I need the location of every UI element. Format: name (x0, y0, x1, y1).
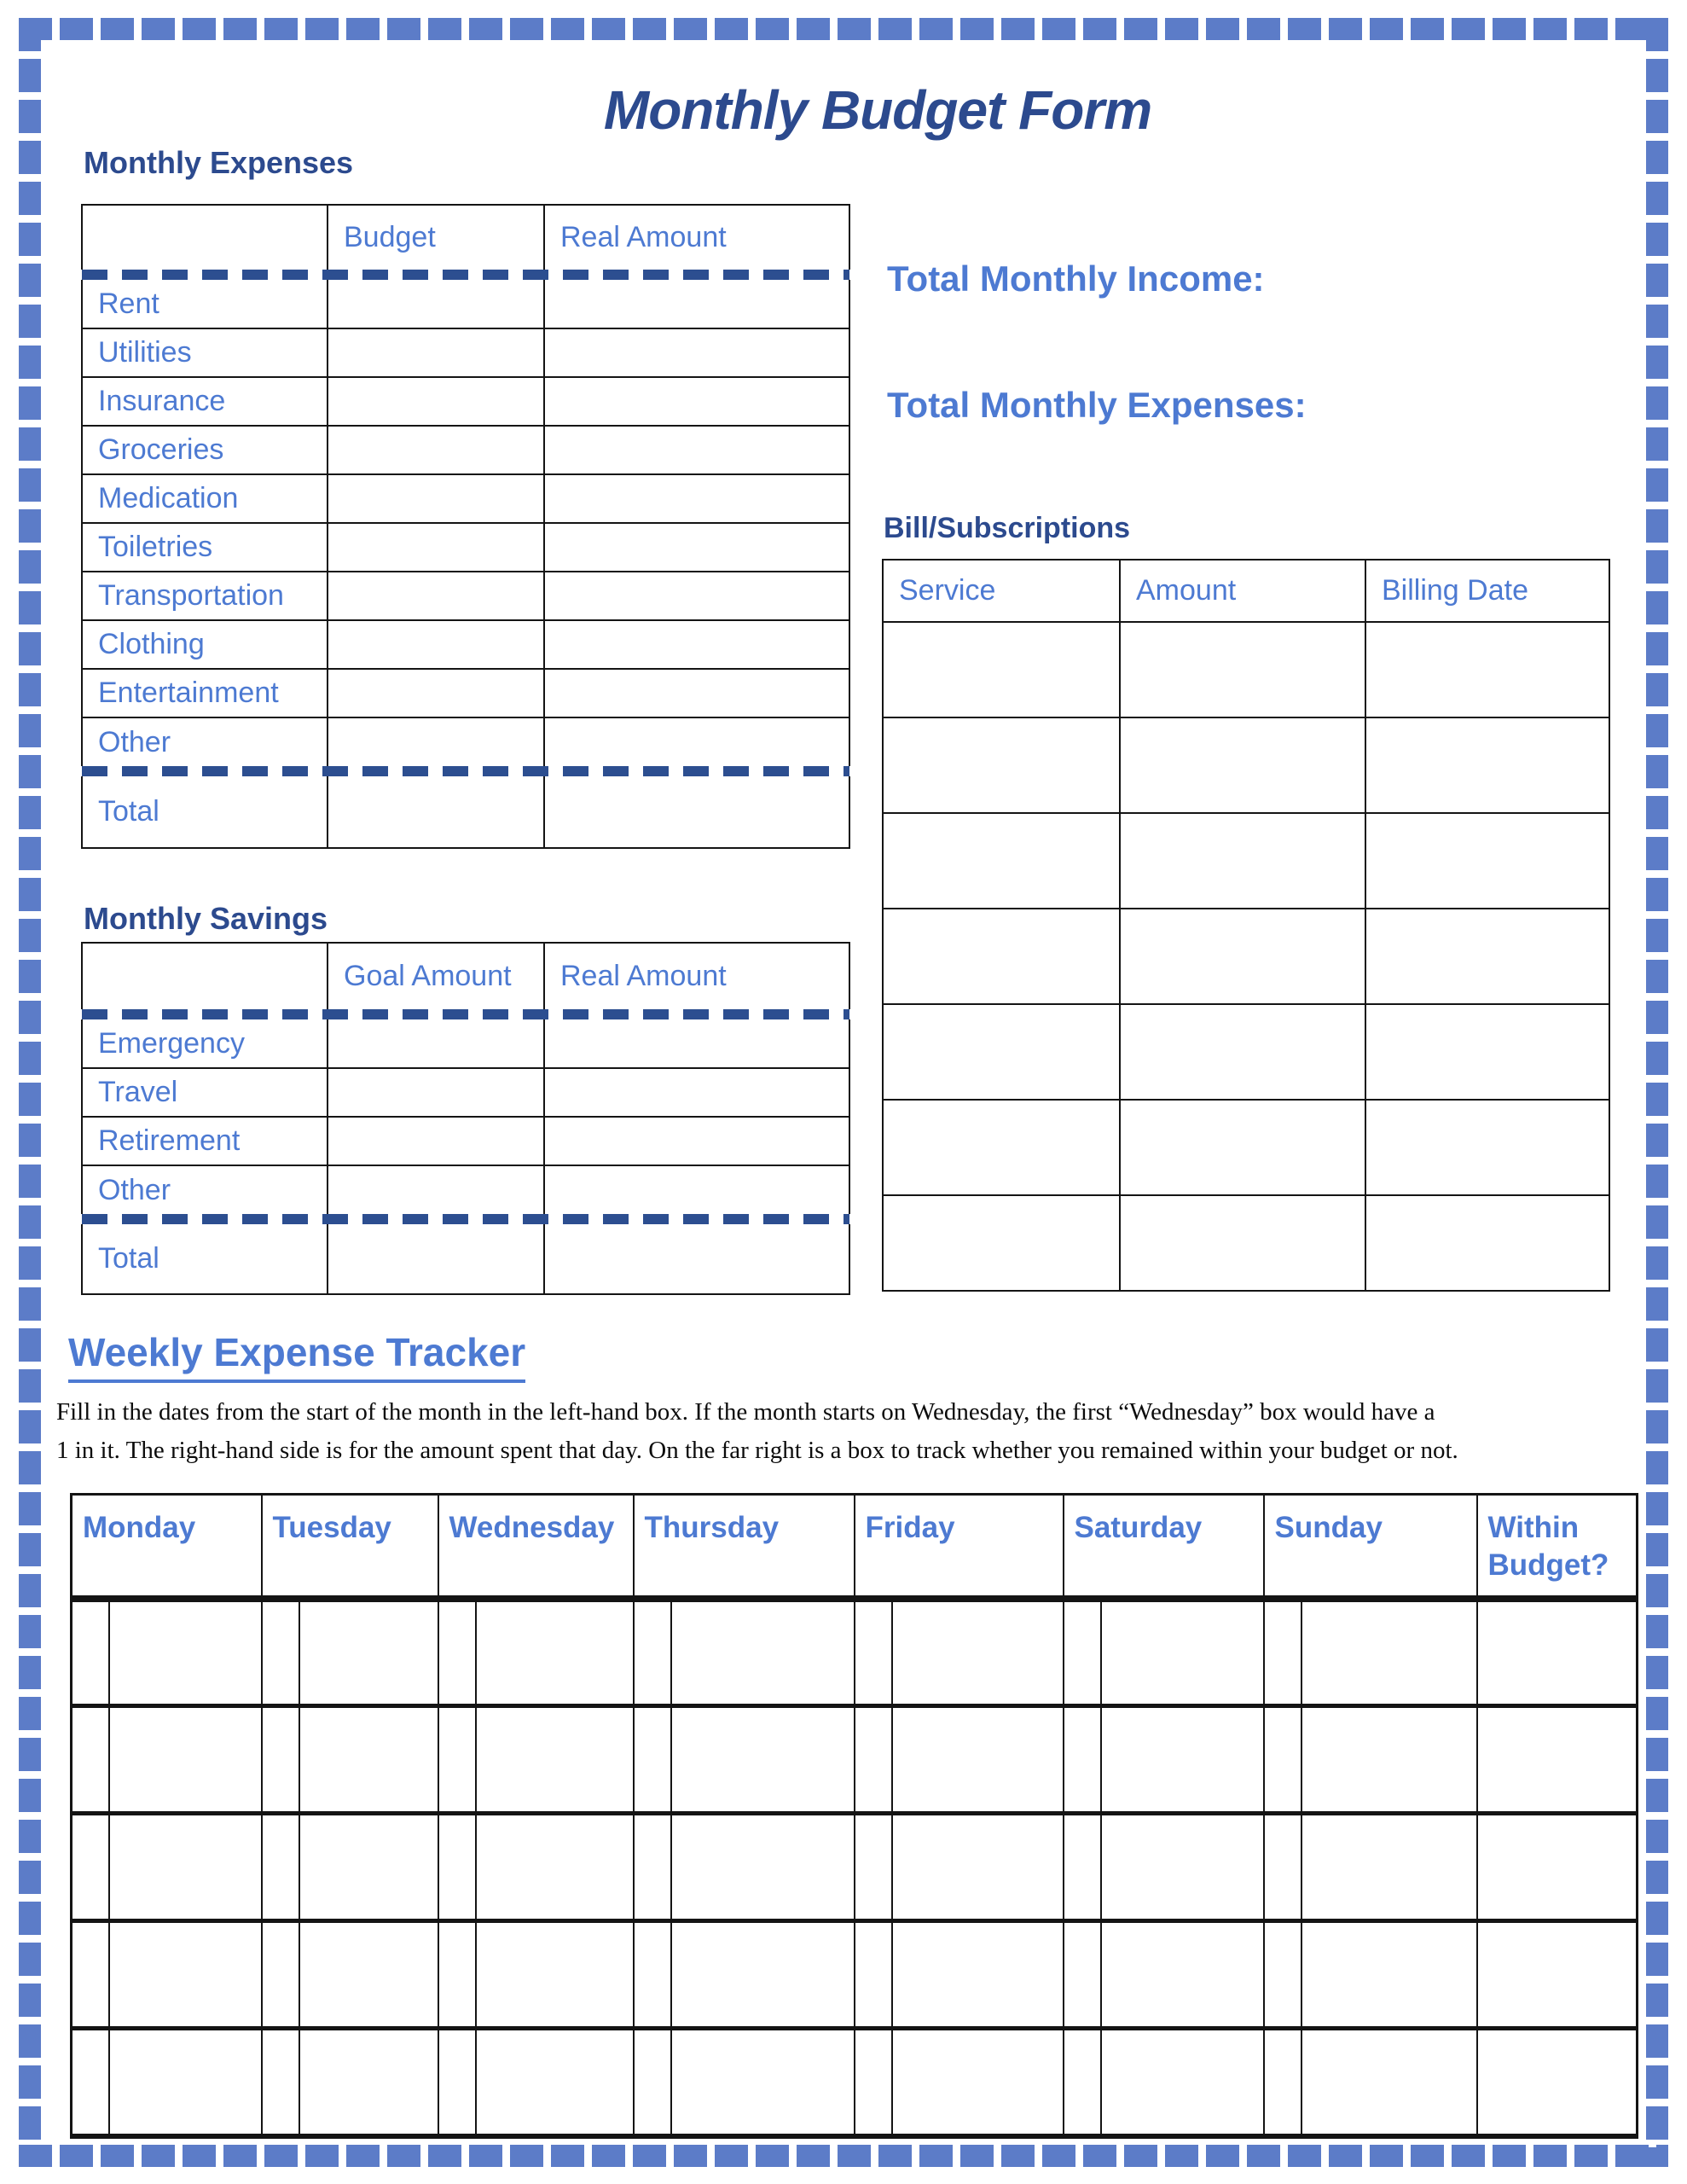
total-monthly-expenses-label: Total Monthly Expenses: (887, 385, 1307, 425)
expense-total-real-cell[interactable] (544, 776, 849, 848)
total-monthly-income-label: Total Monthly Income: (887, 258, 1265, 299)
weekly-col-wednesday: Wednesday (438, 1495, 634, 1599)
bill-billing-date-cell[interactable] (1365, 909, 1609, 1004)
date-box[interactable] (72, 1815, 110, 1919)
expense-budget-cell[interactable] (328, 328, 544, 377)
savings-total-label: Total (82, 1224, 328, 1294)
bill-billing-date-cell[interactable] (1365, 1100, 1609, 1195)
date-box[interactable] (635, 1708, 672, 1811)
weekly-tracker-table (70, 1493, 1638, 2139)
date-box[interactable] (855, 2030, 893, 2134)
bills-table (882, 559, 1610, 1292)
date-box[interactable] (1265, 1602, 1302, 1705)
expense-row-label: Transportation (82, 572, 328, 620)
bill-service-cell[interactable] (883, 1004, 1120, 1100)
date-box[interactable] (263, 1708, 300, 1811)
date-box[interactable] (635, 1602, 672, 1705)
weekly-day-cell[interactable] (438, 1706, 634, 1814)
date-box[interactable] (1265, 1708, 1302, 1811)
savings-goal-cell[interactable] (328, 1068, 544, 1117)
expense-row-label: Clothing (82, 620, 328, 669)
weekly-day-cell[interactable] (72, 2029, 262, 2136)
bill-amount-cell[interactable] (1120, 622, 1365, 717)
weekly-day-cell[interactable] (634, 1814, 855, 1921)
bill-billing-date-cell[interactable] (1365, 717, 1609, 813)
expense-real-cell[interactable] (544, 717, 849, 766)
date-box[interactable] (439, 1815, 477, 1919)
expense-row-label: Groceries (82, 426, 328, 474)
expense-budget-cell[interactable] (328, 523, 544, 572)
date-box[interactable] (1064, 1602, 1102, 1705)
expense-budget-cell[interactable] (328, 572, 544, 620)
weekly-day-cell[interactable] (72, 1599, 262, 1706)
expense-row-label: Rent (82, 280, 328, 328)
weekly-day-cell[interactable] (1064, 1921, 1264, 2029)
weekly-within-budget-cell[interactable] (1477, 1921, 1638, 2029)
expense-real-cell[interactable] (544, 426, 849, 474)
expense-budget-cell[interactable] (328, 717, 544, 766)
weekly-day-cell[interactable] (1264, 2029, 1477, 2136)
date-box[interactable] (263, 1815, 300, 1919)
weekly-tracker-description (56, 1393, 1643, 1470)
bills-heading: Bill/Subscriptions (884, 512, 1131, 544)
expense-row-label: Toiletries (82, 523, 328, 572)
date-box[interactable] (263, 1923, 300, 2026)
date-box[interactable] (855, 1708, 893, 1811)
savings-col-real: Real Amount (544, 943, 849, 1009)
weekly-day-cell[interactable] (262, 1706, 438, 1814)
expense-budget-cell[interactable] (328, 620, 544, 669)
weekly-day-cell[interactable] (262, 2029, 438, 2136)
savings-goal-cell[interactable] (328, 1165, 544, 1214)
expense-real-cell[interactable] (544, 328, 849, 377)
weekly-day-cell[interactable] (634, 1706, 855, 1814)
date-box[interactable] (439, 1602, 477, 1705)
expense-budget-cell[interactable] (328, 377, 544, 426)
bill-service-cell[interactable] (883, 1195, 1120, 1291)
date-box[interactable] (855, 1602, 893, 1705)
weekly-day-cell[interactable] (438, 1921, 634, 2029)
savings-row-label: Emergency (82, 1019, 328, 1068)
weekly-day-cell[interactable] (1064, 1706, 1264, 1814)
expenses-total-label: Total (82, 776, 328, 848)
bill-service-cell[interactable] (883, 622, 1120, 717)
weekly-col-saturday: Saturday (1064, 1495, 1264, 1599)
bill-service-cell[interactable] (883, 717, 1120, 813)
weekly-day-cell[interactable] (1264, 1921, 1477, 2029)
date-box[interactable] (1064, 1923, 1102, 2026)
weekly-within-budget-cell[interactable] (1477, 1599, 1638, 1706)
bills-col-amount: Amount (1120, 560, 1365, 622)
weekly-day-cell[interactable] (855, 1814, 1064, 1921)
date-box[interactable] (72, 1923, 110, 2026)
expense-row-label: Insurance (82, 377, 328, 426)
bill-service-cell[interactable] (883, 813, 1120, 909)
weekly-day-cell[interactable] (1264, 1706, 1477, 1814)
date-box[interactable] (635, 1923, 672, 2026)
page-border-left (19, 18, 41, 2167)
date-box[interactable] (263, 2030, 300, 2134)
expenses-heading: Monthly Expenses (84, 145, 354, 180)
expenses-dashed-separator (82, 766, 849, 776)
bill-service-cell[interactable] (883, 1100, 1120, 1195)
date-box[interactable] (855, 1923, 893, 2026)
savings-real-cell[interactable] (544, 1117, 849, 1165)
weekly-day-cell[interactable] (72, 1706, 262, 1814)
date-box[interactable] (855, 1815, 893, 1919)
expense-budget-cell[interactable] (328, 426, 544, 474)
weekly-day-cell[interactable] (438, 1599, 634, 1706)
savings-goal-cell[interactable] (328, 1019, 544, 1068)
date-box[interactable] (439, 1923, 477, 2026)
savings-table (81, 942, 850, 1295)
bill-billing-date-cell[interactable] (1365, 813, 1609, 909)
date-box[interactable] (1265, 1815, 1302, 1919)
expense-real-cell[interactable] (544, 620, 849, 669)
weekly-day-cell[interactable] (72, 1814, 262, 1921)
expense-budget-cell[interactable] (328, 669, 544, 717)
weekly-day-cell[interactable] (634, 2029, 855, 2136)
expense-real-cell[interactable] (544, 669, 849, 717)
weekly-day-cell[interactable] (262, 1921, 438, 2029)
expense-real-cell[interactable] (544, 280, 849, 328)
page-title: Monthly Budget Form (603, 79, 1152, 141)
weekly-col-thursday: Thursday (634, 1495, 855, 1599)
weekly-day-cell[interactable] (438, 2029, 634, 2136)
weekly-day-cell[interactable] (855, 1706, 1064, 1814)
savings-row-label: Other (82, 1165, 328, 1214)
weekly-day-cell[interactable] (1064, 1599, 1264, 1706)
weekly-day-cell[interactable] (634, 1921, 855, 2029)
savings-goal-cell[interactable] (328, 1117, 544, 1165)
date-box[interactable] (1064, 1815, 1102, 1919)
weekly-within-budget-cell[interactable] (1477, 1706, 1638, 1814)
savings-real-cell[interactable] (544, 1165, 849, 1214)
weekly-day-cell[interactable] (855, 2029, 1064, 2136)
bill-amount-cell[interactable] (1120, 1004, 1365, 1100)
date-box[interactable] (1265, 2030, 1302, 2134)
expenses-dashed-separator (82, 270, 849, 280)
expense-real-cell[interactable] (544, 523, 849, 572)
bill-amount-cell[interactable] (1120, 813, 1365, 909)
weekly-description-line1: Fill in the dates from the start of the month in the left-hand box. If the month starts on Wednesday, the first “Wednesday” box would have a (56, 1398, 1435, 1426)
weekly-day-cell[interactable] (438, 1814, 634, 1921)
expense-row-label: Utilities (82, 328, 328, 377)
bills-col-service: Service (883, 560, 1120, 622)
bill-billing-date-cell[interactable] (1365, 1004, 1609, 1100)
savings-row-label: Retirement (82, 1117, 328, 1165)
weekly-day-cell[interactable] (1064, 1814, 1264, 1921)
weekly-day-cell[interactable] (1064, 2029, 1264, 2136)
weekly-col-monday: Monday (72, 1495, 262, 1599)
page-border-right (1646, 18, 1668, 2167)
expense-row-label: Other (82, 717, 328, 766)
bill-amount-cell[interactable] (1120, 909, 1365, 1004)
weekly-day-cell[interactable] (855, 1921, 1064, 2029)
date-box[interactable] (439, 1708, 477, 1811)
savings-row-label: Travel (82, 1068, 328, 1117)
expenses-table (81, 204, 850, 849)
bill-amount-cell[interactable] (1120, 717, 1365, 813)
savings-heading: Monthly Savings (84, 901, 328, 936)
expense-row-label: Entertainment (82, 669, 328, 717)
expense-real-cell[interactable] (544, 474, 849, 523)
weekly-day-cell[interactable] (72, 1921, 262, 2029)
savings-real-cell[interactable] (544, 1068, 849, 1117)
expense-budget-cell[interactable] (328, 474, 544, 523)
savings-total-real-cell[interactable] (544, 1224, 849, 1294)
expense-real-cell[interactable] (544, 377, 849, 426)
page-border-bottom (19, 2145, 1668, 2167)
expense-real-cell[interactable] (544, 572, 849, 620)
date-box[interactable] (1265, 1923, 1302, 2026)
date-box[interactable] (72, 1602, 110, 1705)
expense-row-label: Medication (82, 474, 328, 523)
bill-billing-date-cell[interactable] (1365, 1195, 1609, 1291)
weekly-day-cell[interactable] (855, 1599, 1064, 1706)
date-box[interactable] (635, 1815, 672, 1919)
weekly-day-cell[interactable] (262, 1814, 438, 1921)
weekly-col-within-budget: Within Budget? (1477, 1495, 1638, 1599)
expenses-col-real: Real Amount (544, 205, 849, 270)
weekly-within-budget-cell[interactable] (1477, 2029, 1638, 2136)
date-box[interactable] (1064, 2030, 1102, 2134)
date-box[interactable] (263, 1602, 300, 1705)
expenses-corner-cell (82, 205, 328, 270)
weekly-within-budget-cell[interactable] (1477, 1814, 1638, 1921)
date-box[interactable] (439, 2030, 477, 2134)
savings-dashed-separator (82, 1214, 849, 1224)
bill-service-cell[interactable] (883, 909, 1120, 1004)
savings-total-goal-cell[interactable] (328, 1224, 544, 1294)
date-box[interactable] (72, 1708, 110, 1811)
weekly-col-friday: Friday (855, 1495, 1064, 1599)
weekly-day-cell[interactable] (1264, 1814, 1477, 1921)
savings-real-cell[interactable] (544, 1019, 849, 1068)
bill-amount-cell[interactable] (1120, 1100, 1365, 1195)
savings-col-goal: Goal Amount (328, 943, 544, 1009)
date-box[interactable] (1064, 1708, 1102, 1811)
expense-total-budget-cell[interactable] (328, 776, 544, 848)
expenses-col-budget: Budget (328, 205, 544, 270)
bills-col-billing-date: Billing Date (1365, 560, 1609, 622)
expense-budget-cell[interactable] (328, 280, 544, 328)
date-box[interactable] (72, 2030, 110, 2134)
weekly-col-tuesday: Tuesday (262, 1495, 438, 1599)
savings-corner-cell (82, 943, 328, 1009)
weekly-day-cell[interactable] (634, 1599, 855, 1706)
weekly-tracker-heading: Weekly Expense Tracker (68, 1329, 525, 1383)
date-box[interactable] (635, 2030, 672, 2134)
bill-billing-date-cell[interactable] (1365, 622, 1609, 717)
weekly-day-cell[interactable] (1264, 1599, 1477, 1706)
bill-amount-cell[interactable] (1120, 1195, 1365, 1291)
savings-dashed-separator (82, 1009, 849, 1019)
weekly-description-line2: 1 in it. The right-hand side is for the amount spent that day. On the far right is a box to track whether you remained within your budget or not. (56, 1437, 1458, 1464)
weekly-col-sunday: Sunday (1264, 1495, 1477, 1599)
weekly-day-cell[interactable] (262, 1599, 438, 1706)
page-border-top (19, 18, 1668, 40)
